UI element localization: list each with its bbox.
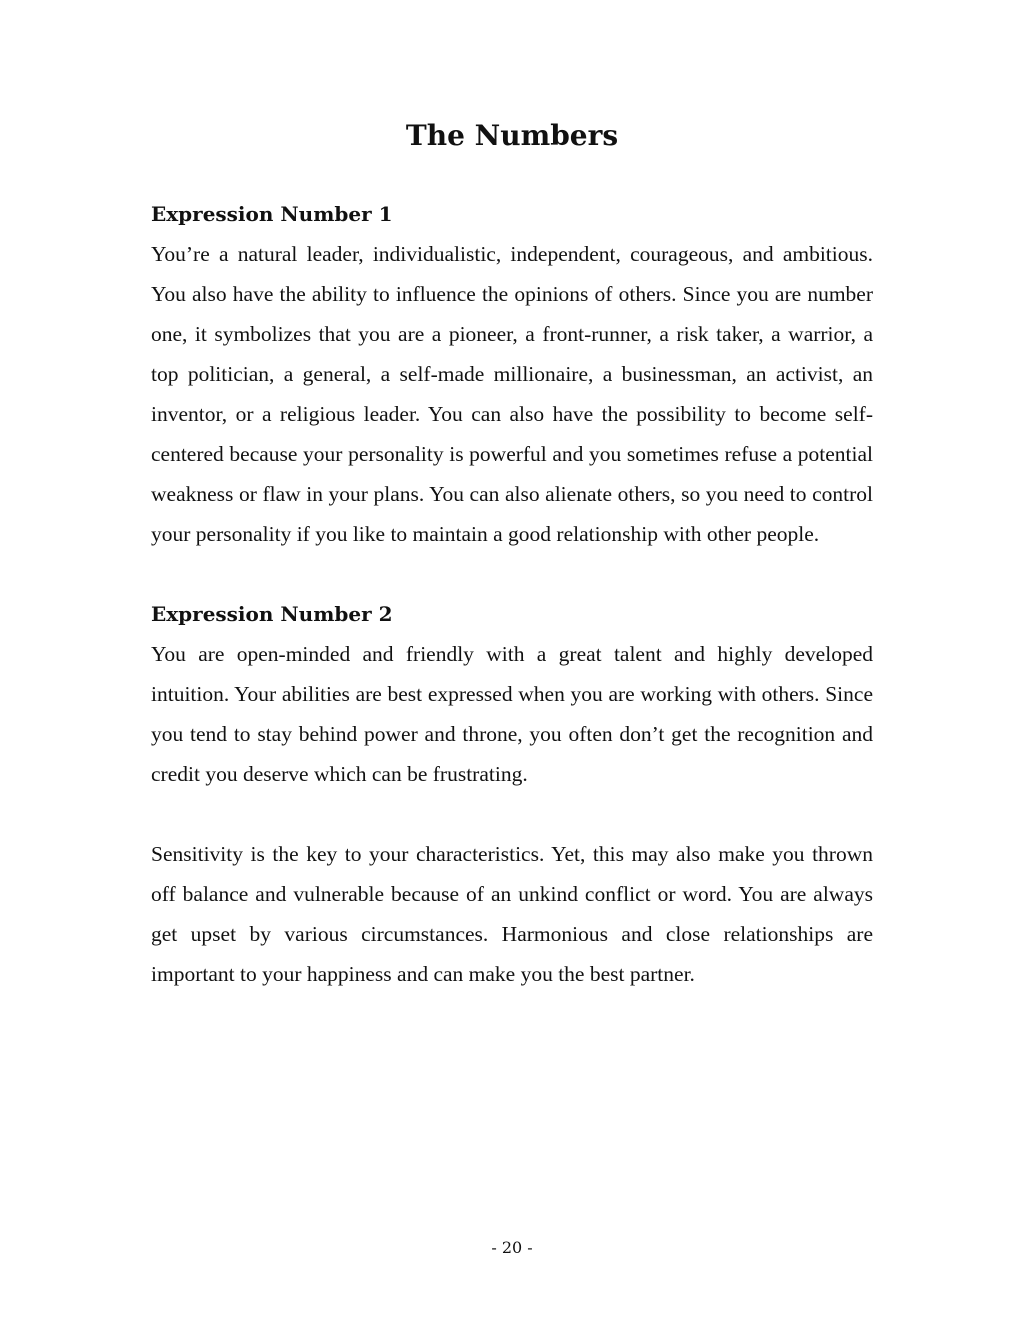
paragraph-spacer: [151, 794, 873, 834]
page-number: - 20 -: [491, 1238, 533, 1257]
section-expression-number-2: [151, 594, 873, 994]
page-content: [151, 194, 873, 994]
paragraph-spacer: [151, 554, 873, 594]
section-heading: Expression Number 1: [151, 202, 393, 226]
body-paragraph: You are open-minded and friendly with a great talent and highly developed intuition. Your abilities are best expressed when you are working with others. Since you tend to stay behind power and throne, you often don’t get the recognition and credit you deserve which can be frustrating.: [151, 642, 873, 786]
body-paragraph: Sensitivity is the key to your characteristics. Yet, this may also make you thrown off balance and vulnerable because of an unkind conflict or word. You are always get upset by various circumstances. Harmonious and close relationships are important to your happiness and can make you the best partner.: [151, 842, 873, 986]
body-paragraph: You’re a natural leader, individualistic, independent, courageous, and ambitious. You also have the ability to influence the opinions of others. Since you are number one, it symbolizes that you are a pioneer, a front-runner, a risk taker, a warrior, a top politician, a general, a self-made millionaire, a businessman, an activist, an inventor, or a religious leader. You can also have the possibility to become self-centered because your personality is powerful and you sometimes refuse a potential weakness or flaw in your plans. You can also alienate others, so you need to control your personality if you like to maintain a good relationship with other people.: [151, 242, 873, 546]
section-expression-number-1: [151, 194, 873, 554]
page-title: The Numbers: [405, 119, 619, 152]
section-heading: Expression Number 2: [151, 602, 393, 626]
